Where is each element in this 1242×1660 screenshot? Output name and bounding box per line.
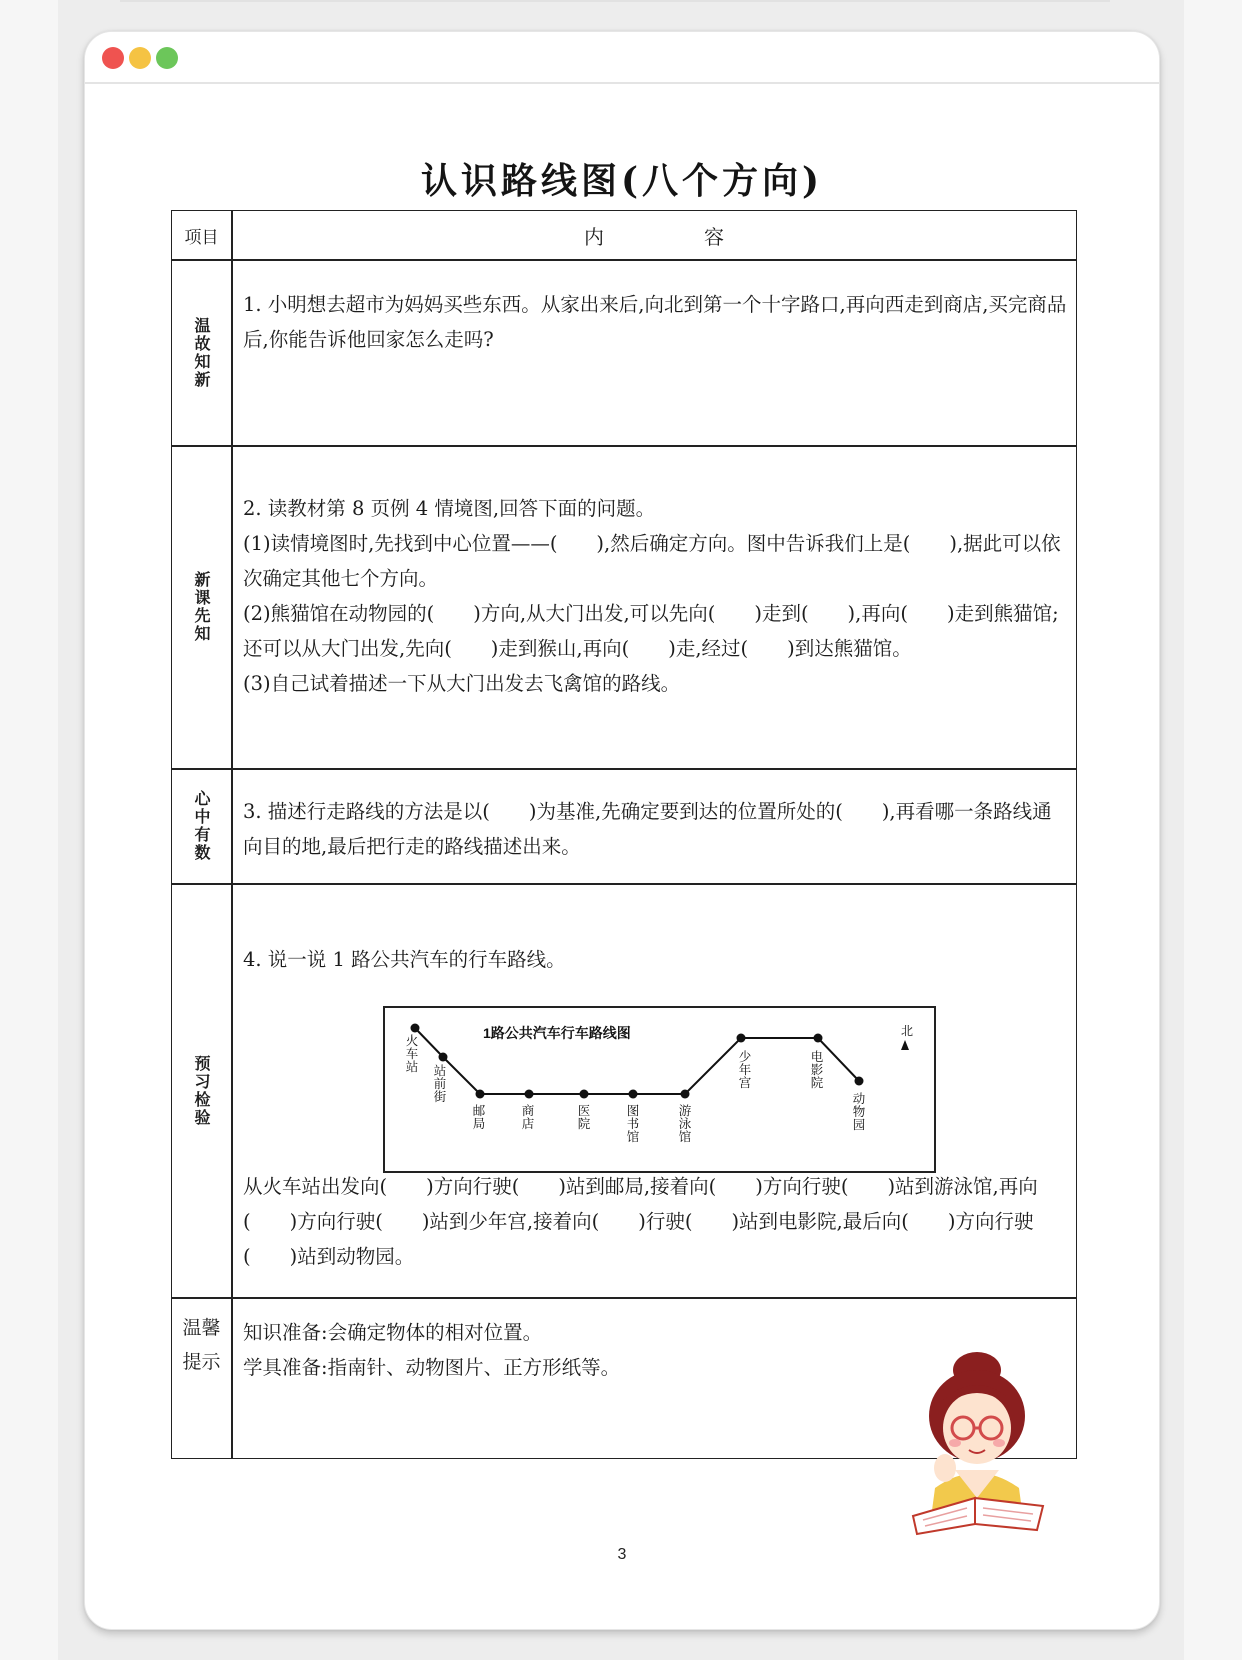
worksheet-table bbox=[171, 210, 1077, 1459]
document-window bbox=[84, 31, 1160, 1630]
maximize-dot[interactable] bbox=[156, 47, 178, 69]
question-2-part-1: (1)读情境图时,先找到中心位置——( ),然后确定方向。图中告诉我们上是( ),据此可以依次确定其他七个方向。 bbox=[243, 532, 1061, 590]
row-divider bbox=[172, 445, 1076, 447]
route-map-svg bbox=[385, 1008, 934, 1171]
route-stop-dot bbox=[476, 1090, 485, 1099]
route-stop-dot bbox=[814, 1034, 823, 1043]
page-title: 认识路线图(八个方向) bbox=[420, 160, 824, 202]
minimize-dot[interactable] bbox=[129, 47, 151, 69]
route-stop-label: 图书馆 bbox=[626, 1103, 640, 1144]
tips-label: 温馨 提示 bbox=[182, 1317, 221, 1373]
question-1: 1. 小明想去超市为妈妈买些东西。从家出来后,向北到第一个十字路口,再向西走到商店,买完商品后,你能告诉他回家怎么走吗? bbox=[243, 293, 1067, 351]
row-label-preview: 新课先知 bbox=[192, 571, 211, 643]
route-stop-dot bbox=[681, 1090, 690, 1099]
page-number: 3 bbox=[617, 1546, 627, 1563]
question-2: 2. 读教材第 8 页例 4 情境图,回答下面的问题。 bbox=[243, 497, 656, 520]
route-stop-label: 医院 bbox=[577, 1103, 591, 1131]
header-content-label: 内 容 bbox=[584, 225, 764, 249]
route-polyline bbox=[415, 1028, 859, 1094]
route-stop-dot bbox=[737, 1034, 746, 1043]
route-stop-dot bbox=[855, 1077, 864, 1086]
summary-text bbox=[243, 794, 1068, 864]
row-label-tips bbox=[172, 1298, 231, 1392]
row-divider bbox=[172, 1297, 1076, 1299]
preview-text bbox=[243, 491, 1068, 701]
route-stop-label: 游泳馆 bbox=[678, 1103, 692, 1144]
right-background-strip bbox=[1184, 0, 1242, 1660]
route-stop-dot bbox=[411, 1024, 420, 1033]
route-stop-label: 商店 bbox=[521, 1103, 535, 1131]
left-background-strip bbox=[0, 0, 58, 1660]
route-stop-label: 火车站 bbox=[405, 1033, 419, 1074]
route-map-title: 1路公共汽车行车路线图 bbox=[483, 1025, 631, 1041]
review-text bbox=[243, 287, 1068, 357]
route-stop-label: 少年宫 bbox=[738, 1049, 752, 1090]
question-2-part-2: (2)熊猫馆在动物园的( )方向,从大门出发,可以先向( )走到( ),再向( )走到熊猫馆;还可以从大门出发,先向( )走到猴山,再向( )走,经过( )到达熊猫馆。 bbox=[243, 602, 1059, 660]
north-arrow-icon bbox=[901, 1040, 909, 1050]
question-4-fill-in: 从火车站出发向( )方向行驶( )站到邮局,接着向( )方向行驶( )站到游泳馆,再向( )方向行驶( )站到少年宫,接着向( )行驶( )站到电影院,最后向( )方向行驶( )站到动物园。 bbox=[243, 1175, 1038, 1268]
question-3: 3. 描述行走路线的方法是以( )为基准,先确定要到达的位置所处的( ),再看哪一条路线通向目的地,最后把行走的路线描述出来。 bbox=[243, 800, 1052, 858]
question-2-part-3: (3)自己试着描述一下从大门出发去飞禽馆的路线。 bbox=[243, 672, 681, 695]
route-description bbox=[243, 1169, 1068, 1274]
bus-route-map bbox=[383, 1006, 936, 1173]
window-titlebar bbox=[85, 32, 1159, 84]
route-stop-dot bbox=[525, 1090, 534, 1099]
row-divider bbox=[172, 883, 1076, 885]
close-dot[interactable] bbox=[102, 47, 124, 69]
question-4-intro bbox=[243, 942, 1068, 977]
question-4: 4. 说一说 1 路公共汽车的行车路线。 bbox=[243, 948, 566, 971]
column-divider bbox=[231, 211, 233, 1458]
row-label-check: 预习检验 bbox=[192, 1054, 211, 1127]
tip-knowledge: 知识准备:会确定物体的相对位置。 bbox=[243, 1321, 543, 1344]
north-label: 北 bbox=[901, 1024, 914, 1038]
top-divider bbox=[120, 0, 1110, 2]
header-item-label: 项目 bbox=[184, 227, 219, 248]
row-label-summary: 心中有数 bbox=[192, 790, 211, 862]
route-stop-dot bbox=[580, 1090, 589, 1099]
route-line bbox=[406, 1024, 866, 1145]
tip-tools: 学具准备:指南针、动物图片、正方形纸等。 bbox=[243, 1356, 621, 1379]
route-stop-label: 动物园 bbox=[852, 1091, 866, 1132]
reading-girl-illustration bbox=[905, 1348, 1055, 1538]
route-stop-label: 电影院 bbox=[810, 1049, 824, 1090]
row-label-review: 温故知新 bbox=[192, 316, 211, 389]
route-stop-label: 邮局 bbox=[472, 1103, 486, 1131]
route-stop-dot bbox=[439, 1053, 448, 1062]
route-stop-label: 站前街 bbox=[433, 1063, 447, 1104]
route-stop-dot bbox=[629, 1090, 638, 1099]
row-divider bbox=[172, 768, 1076, 770]
